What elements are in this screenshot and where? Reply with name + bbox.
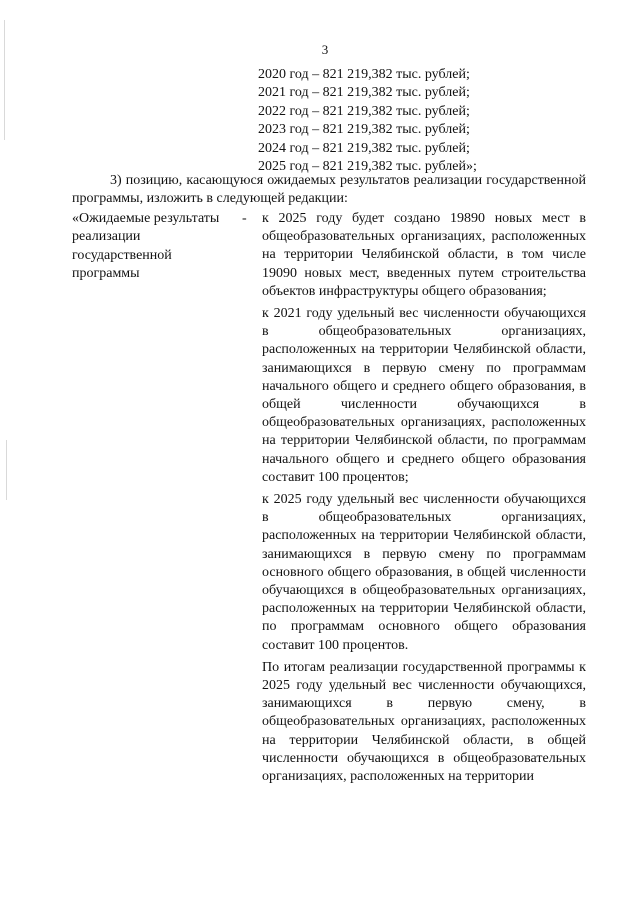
scan-edge-mark xyxy=(6,440,7,500)
budget-line: 2023 год – 821 219,382 тыс. рублей; xyxy=(258,122,470,138)
budget-line: 2022 год – 821 219,382 тыс. рублей; xyxy=(258,103,470,119)
budget-lines xyxy=(258,66,518,176)
table-left-heading: «Ожидаемые результаты реализации государственной программы xyxy=(72,211,220,282)
budget-line: 2025 год – 821 219,382 тыс. рублей»; xyxy=(258,159,477,175)
result-paragraph: к 2021 году удельный вес численности обучающихся в общеобразовательных организациях, расположенных на территории Челябинской области, занимающихся в первую смену по программам начального общего и среднего общего образования, в общей численности обучающихся в общеобразовательных организациях, расположенных на территории Челябинской области, по программам начального общего и среднего общего образования составит 100 процентов; xyxy=(262,306,586,485)
result-paragraph: По итогам реализации государственной программы к 2025 году удельный вес численности обучающихся, занимающихся в первую смену, в общеобразовательных организациях, расположенных на территории Челябинской области, в общей численности обучающихся в общеобразовательных организациях, расположенных на территории xyxy=(262,659,586,785)
result-paragraph: к 2025 году будет создано 19890 новых мест в общеобразовательных организациях, расположенных на территории Челябинской области, в том числе 19090 новых мест, введенных путем строительства объектов инфраструктуры общего образования; xyxy=(262,211,586,299)
amendment-intro: 3) позицию, касающуюся ожидаемых результатов реализации государственной программы, изложить в следующей редакции: xyxy=(72,173,586,207)
result-paragraph: к 2025 году удельный вес численности обучающихся в общеобразовательных организациях, расположенных на территории Челябинской области, занимающихся в первую смену по программам основного общего образования, в общей численности обучающихся в общеобразовательных организациях, расположенных на территории Челябинской области, по программам основного общего образования составит 100 процентов. xyxy=(262,492,586,653)
table-right-content xyxy=(262,210,586,790)
budget-line: 2021 год – 821 219,382 тыс. рублей; xyxy=(258,85,470,101)
budget-line: 2024 год – 821 219,382 тыс. рублей; xyxy=(258,140,470,156)
scan-edge-mark xyxy=(4,20,5,140)
budget-line: 2020 год – 821 219,382 тыс. рублей; xyxy=(258,67,470,82)
table-dash: - xyxy=(242,211,247,226)
page-number: 3 xyxy=(321,42,329,57)
